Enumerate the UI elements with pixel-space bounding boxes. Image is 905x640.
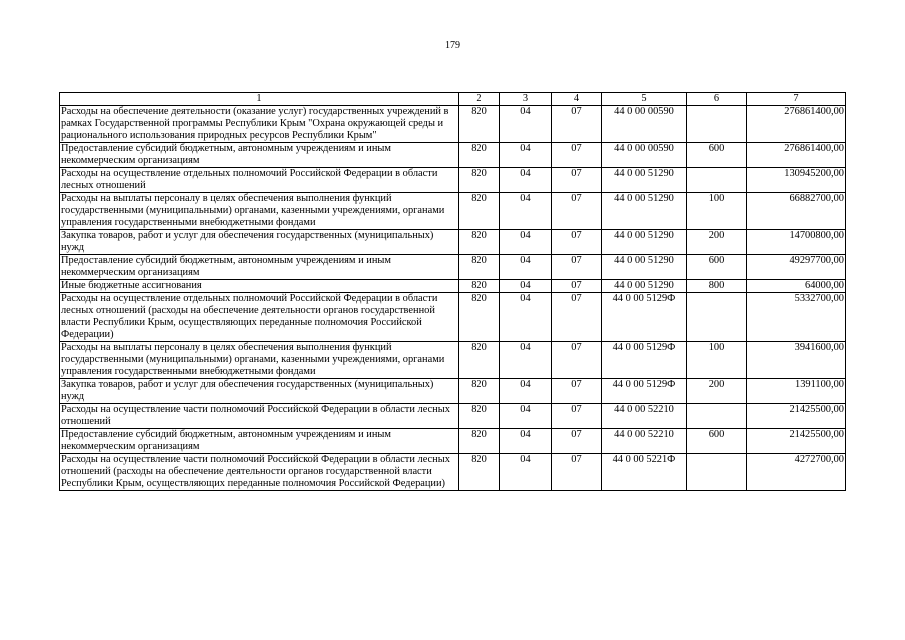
row-code-3: 04 [500,143,552,168]
column-header-4: 4 [552,93,602,106]
row-code-4: 07 [552,454,602,491]
row-code-6 [687,168,747,193]
row-code-3: 04 [500,429,552,454]
row-code-5: 44 0 00 00590 [602,143,687,168]
row-code-4: 07 [552,293,602,342]
table-row [60,429,846,454]
row-name: Расходы на осуществление части полномочий Российской Федерации в области лесных отношений [60,404,459,429]
row-code-6: 600 [687,255,747,280]
row-code-5: 44 0 00 5221Ф [602,454,687,491]
table-row [60,293,846,342]
row-code-3: 04 [500,293,552,342]
row-name: Предоставление субсидий бюджетным, автономным учреждениям и иным некоммерческим организациям [60,143,459,168]
row-code-4: 07 [552,193,602,230]
row-sum: 3941600,00 [747,342,846,379]
row-name: Расходы на осуществление отдельных полномочий Российской Федерации в области лесных отношений (расходы на обеспечение деятельности органов государственной власти Республики Крым, осуществляющих переданные полномочия Российской Федерации) [60,293,459,342]
row-name: Предоставление субсидий бюджетным, автономным учреждениям и иным некоммерческим организациям [60,255,459,280]
row-code-5: 44 0 00 51290 [602,230,687,255]
row-code-2: 820 [459,193,500,230]
row-code-2: 820 [459,293,500,342]
row-code-2: 820 [459,106,500,143]
row-sum: 5332700,00 [747,293,846,342]
row-code-2: 820 [459,230,500,255]
table-row [60,106,846,143]
row-code-6: 100 [687,342,747,379]
row-code-6: 200 [687,379,747,404]
table-row [60,143,846,168]
row-sum: 14700800,00 [747,230,846,255]
row-name: Предоставление субсидий бюджетным, автономным учреждениям и иным некоммерческим организациям [60,429,459,454]
row-code-5: 44 0 00 51290 [602,280,687,293]
row-code-2: 820 [459,429,500,454]
row-code-3: 04 [500,280,552,293]
row-sum: 21425500,00 [747,404,846,429]
row-code-3: 04 [500,379,552,404]
row-code-2: 820 [459,168,500,193]
row-name: Закупка товаров, работ и услуг для обеспечения государственных (муниципальных) нужд [60,379,459,404]
row-code-6 [687,106,747,143]
column-header-5: 5 [602,93,687,106]
row-code-6: 600 [687,143,747,168]
row-code-2: 820 [459,454,500,491]
row-code-4: 07 [552,404,602,429]
row-code-6 [687,404,747,429]
row-name: Расходы на выплаты персоналу в целях обеспечения выполнения функций государственными (муниципальными) органами, казенными учреждениями, органами управления государственными внебюджетными фондами [60,193,459,230]
row-code-5: 44 0 00 5129Ф [602,293,687,342]
row-code-2: 820 [459,280,500,293]
row-code-6 [687,454,747,491]
row-code-6: 600 [687,429,747,454]
row-sum: 66882700,00 [747,193,846,230]
row-code-5: 44 0 00 51290 [602,193,687,230]
row-code-5: 44 0 00 51290 [602,168,687,193]
row-code-4: 07 [552,168,602,193]
row-name: Расходы на осуществление части полномочий Российской Федерации в области лесных отношений (расходы на обеспечение деятельности органов государственной власти Республики Крым, осуществляющих переданные полномочия Российской Федерации) [60,454,459,491]
row-code-6: 200 [687,230,747,255]
row-name: Расходы на обеспечение деятельности (оказание услуг) государственных учреждений в рамках Государственной программы Республики Крым "Охрана окружающей среды и рационального использования природных ресурсов Республики Крым" [60,106,459,143]
table-body [60,106,846,491]
row-sum: 49297700,00 [747,255,846,280]
table-row [60,168,846,193]
row-sum: 276861400,00 [747,106,846,143]
row-code-3: 04 [500,230,552,255]
row-code-2: 820 [459,143,500,168]
row-sum: 4272700,00 [747,454,846,491]
row-code-2: 820 [459,404,500,429]
row-name: Расходы на выплаты персоналу в целях обеспечения выполнения функций государственными (муниципальными) органами, казенными учреждениями, органами управления государственными внебюджетными фондами [60,342,459,379]
row-code-2: 820 [459,379,500,404]
column-header-2: 2 [459,93,500,106]
row-code-5: 44 0 00 5129Ф [602,342,687,379]
table-row [60,255,846,280]
row-code-4: 07 [552,429,602,454]
row-sum: 1391100,00 [747,379,846,404]
table-row [60,230,846,255]
table-row [60,193,846,230]
row-code-3: 04 [500,193,552,230]
row-code-4: 07 [552,342,602,379]
row-code-6: 100 [687,193,747,230]
row-code-5: 44 0 00 5129Ф [602,379,687,404]
table-row [60,454,846,491]
budget-table [59,92,846,491]
column-header-7: 7 [747,93,846,106]
table-row [60,404,846,429]
row-code-3: 04 [500,342,552,379]
row-code-4: 07 [552,143,602,168]
row-code-2: 820 [459,342,500,379]
row-code-4: 07 [552,255,602,280]
row-code-5: 44 0 00 51290 [602,255,687,280]
table-header-row [60,93,846,106]
row-name: Закупка товаров, работ и услуг для обеспечения государственных (муниципальных) нужд [60,230,459,255]
row-sum: 130945200,00 [747,168,846,193]
column-header-6: 6 [687,93,747,106]
table-row [60,342,846,379]
table-row [60,280,846,293]
row-code-5: 44 0 00 00590 [602,106,687,143]
row-code-6: 800 [687,280,747,293]
row-sum: 276861400,00 [747,143,846,168]
row-code-3: 04 [500,106,552,143]
row-code-3: 04 [500,168,552,193]
row-code-5: 44 0 00 52210 [602,429,687,454]
row-code-5: 44 0 00 52210 [602,404,687,429]
column-header-1: 1 [60,93,459,106]
row-code-4: 07 [552,106,602,143]
row-code-4: 07 [552,230,602,255]
page-number: 179 [445,40,460,51]
row-sum: 64000,00 [747,280,846,293]
table-row [60,379,846,404]
row-code-3: 04 [500,454,552,491]
row-code-4: 07 [552,280,602,293]
row-code-3: 04 [500,404,552,429]
row-sum: 21425500,00 [747,429,846,454]
row-code-6 [687,293,747,342]
row-code-3: 04 [500,255,552,280]
row-code-2: 820 [459,255,500,280]
row-name: Расходы на осуществление отдельных полномочий Российской Федерации в области лесных отношений [60,168,459,193]
row-name: Иные бюджетные ассигнования [60,280,459,293]
row-code-4: 07 [552,379,602,404]
column-header-3: 3 [500,93,552,106]
